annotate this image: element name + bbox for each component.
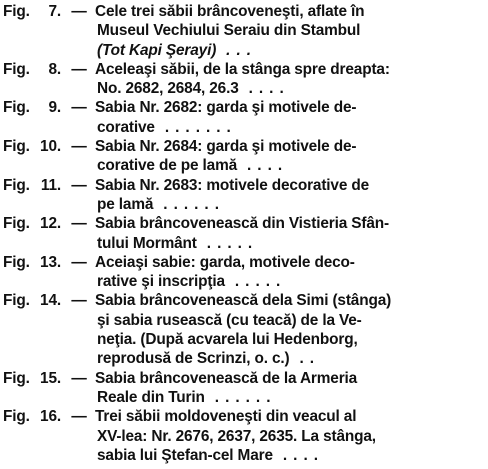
caption-text: Aceiaşi sabie: garda, motivele deco- (95, 253, 355, 271)
figure-caption (95, 291, 482, 368)
leader-dots (239, 80, 290, 97)
leader-dots (216, 42, 257, 59)
caption-line (95, 311, 482, 330)
figure-caption (95, 60, 482, 99)
leader-dot: . (234, 273, 246, 291)
figure-label: Fig. (3, 369, 30, 387)
leader-dot: . (175, 118, 186, 136)
caption-line (95, 60, 482, 79)
figure-num: 16. (40, 408, 61, 426)
em-dash: — (71, 215, 87, 233)
caption-line (95, 195, 482, 214)
leader-dot: . (246, 41, 258, 59)
figure-number (3, 253, 63, 272)
leader-dot: . (282, 446, 294, 464)
figure-entry (3, 2, 482, 60)
caption-text: XV-lea: Nr. 2676, 2637, 2635. La stânga, (97, 427, 376, 445)
caption-line (95, 176, 482, 195)
figure-number (3, 2, 63, 21)
caption-text: corative (97, 118, 155, 136)
figure-num: 7. (48, 3, 61, 20)
leader-dot: . (313, 446, 324, 464)
leader-dot: . (163, 195, 174, 213)
caption-line (95, 2, 482, 21)
figure-num: 11. (40, 176, 61, 194)
caption-line (95, 349, 482, 368)
figure-number (3, 407, 63, 426)
caption-text: (Tot Kapi Şerayi) (97, 41, 217, 59)
caption-text: Reale din Turin (97, 388, 205, 406)
leader-dots (153, 196, 225, 213)
leader-dot: . (194, 195, 205, 213)
figure-number (3, 214, 63, 233)
figure-caption (95, 407, 482, 465)
leader-dot: . (245, 273, 256, 291)
figure-caption (95, 176, 482, 215)
leader-dot: . (214, 388, 226, 406)
leader-dot: . (257, 157, 268, 175)
figure-label: Fig. (3, 176, 30, 194)
figure-entry (3, 407, 482, 465)
figure-caption (95, 2, 482, 60)
caption-text: tului Mormânt (97, 234, 197, 252)
caption-text: Aceleaşi săbii, de la stânga spre dreapta: (95, 60, 390, 78)
leader-dot: . (269, 80, 280, 98)
caption-text: Sabia Nr. 2682: garda şi motivele de- (95, 99, 357, 117)
caption-line (95, 330, 482, 349)
leader-dots (225, 273, 286, 290)
caption-line (95, 79, 482, 98)
em-dash: — (71, 253, 87, 271)
leader-dot: . (235, 388, 246, 406)
leader-dot: . (247, 234, 259, 252)
leader-dot: . (255, 388, 267, 406)
figure-number (3, 369, 63, 388)
leader-dot: . (248, 80, 259, 98)
leader-dot: . (226, 118, 237, 136)
caption-text: Trei săbii moldoveneşti din veacul al (95, 408, 357, 426)
figure-entry (3, 369, 482, 408)
leader-dot: . (265, 273, 277, 291)
leader-dot: . (205, 118, 217, 136)
figure-label: Fig. (3, 215, 30, 233)
caption-text: Museul Vechiului Seraiu din Stambul (97, 22, 361, 40)
caption-line (95, 98, 482, 117)
figure-label: Fig. (3, 408, 30, 426)
caption-text: Sabia Nr. 2683: motivele decorative de (95, 176, 370, 194)
figure-label: Fig. (3, 60, 30, 78)
leader-dot: . (214, 195, 225, 213)
leader-dots (273, 447, 324, 464)
leader-dot: . (217, 234, 228, 252)
caption-line (95, 214, 482, 233)
leader-dot: . (309, 350, 321, 368)
em-dash: — (71, 60, 87, 78)
figure-num: 12. (40, 215, 61, 233)
em-dash: — (71, 138, 87, 156)
leader-dot: . (276, 273, 287, 291)
figure-label: Fig. (3, 292, 30, 310)
leader-dot: . (195, 118, 206, 136)
caption-text: No. 2682, 2684, 26.3 (97, 80, 239, 98)
figure-num: 15. (40, 369, 61, 387)
leader-dot: . (293, 446, 304, 464)
leader-dot: . (267, 157, 278, 175)
caption-line (95, 407, 482, 426)
figure-num: 9. (48, 99, 61, 117)
caption-line (95, 253, 482, 272)
leader-dots (197, 235, 258, 252)
figure-number (3, 137, 63, 156)
leader-dots (155, 119, 237, 136)
figure-entry (3, 98, 482, 137)
leader-dot: . (183, 195, 195, 213)
leader-dot: . (206, 234, 218, 252)
caption-line (95, 137, 482, 156)
figure-number (3, 176, 63, 195)
figure-caption (95, 214, 482, 253)
caption-line (95, 234, 482, 253)
caption-text: sabia lui Ştefan-cel Mare (97, 446, 273, 464)
figure-entry (3, 291, 482, 368)
caption-text: Cele trei săbii brâncoveneşti, aflate în (95, 3, 365, 20)
leader-dots (237, 157, 288, 174)
caption-text: reprodusă de Scrinzi, o. c.) (97, 350, 290, 368)
leader-dots (205, 389, 277, 406)
leader-dot: . (185, 118, 196, 136)
caption-line (95, 388, 482, 407)
caption-text: şi sabia rusească (cu teacă) de la Ve- (97, 311, 362, 329)
caption-line (95, 369, 482, 388)
caption-line (95, 291, 482, 310)
leader-dot: . (279, 80, 290, 98)
caption-line (95, 427, 482, 446)
leader-dot: . (266, 388, 277, 406)
caption-text: corative de pe lamă (97, 157, 238, 175)
figure-label: Fig. (3, 138, 30, 156)
leader-dot: . (204, 195, 215, 213)
caption-text: Sabia brâncovenească dela Simi (stânga) (95, 292, 392, 310)
leader-dot: . (226, 41, 237, 59)
leader-dot: . (236, 41, 247, 59)
caption-line (95, 118, 482, 137)
figure-caption (95, 98, 482, 137)
figure-num: 14. (40, 292, 61, 310)
em-dash: — (71, 3, 87, 20)
leader-dot: . (245, 388, 256, 406)
leader-dot: . (299, 350, 310, 368)
caption-text: Sabia brâncovenească de la Armeria (95, 369, 358, 387)
leader-dot: . (227, 234, 238, 252)
leader-dot: . (237, 234, 248, 252)
figure-entry (3, 214, 482, 253)
figure-number (3, 98, 63, 117)
em-dash: — (71, 408, 87, 426)
em-dash: — (71, 176, 87, 194)
figure-label: Fig. (3, 3, 30, 20)
figure-entry (3, 176, 482, 215)
figure-caption (95, 137, 482, 176)
figure-caption (95, 369, 482, 408)
leader-dot: . (216, 118, 227, 136)
leader-dots (290, 350, 321, 367)
figure-entry (3, 60, 482, 99)
em-dash: — (71, 369, 87, 387)
leader-dot: . (247, 157, 258, 175)
figure-entry (3, 137, 482, 176)
leader-dot: . (303, 446, 314, 464)
caption-line (95, 156, 482, 175)
caption-line (95, 21, 482, 40)
leader-dot: . (225, 388, 236, 406)
figure-num: 10. (40, 138, 61, 156)
caption-text: pe lamă (97, 195, 154, 213)
figure-entry (3, 253, 482, 292)
figure-label: Fig. (3, 253, 30, 271)
leader-dot: . (277, 157, 289, 175)
figure-number (3, 60, 63, 79)
figure-num: 13. (40, 253, 61, 271)
leader-dot: . (164, 118, 176, 136)
figure-caption (95, 253, 482, 292)
caption-text: neţia. (După acvarela lui Hedenborg, (97, 331, 358, 349)
leader-dot: . (255, 273, 266, 291)
figure-num: 8. (48, 60, 61, 78)
figure-label: Fig. (3, 99, 30, 117)
leader-dot: . (173, 195, 184, 213)
caption-line (95, 446, 482, 465)
caption-text: rative şi inscripţia (97, 273, 225, 291)
caption-text: Sabia brâncovenească din Vistieria Sfân- (95, 215, 389, 233)
caption-text: Sabia Nr. 2684: garda şi motivele de- (95, 138, 357, 156)
em-dash: — (71, 292, 87, 310)
figure-number (3, 291, 63, 310)
em-dash: — (71, 99, 87, 117)
caption-line (95, 272, 482, 291)
leader-dot: . (258, 80, 270, 98)
caption-line (95, 41, 482, 60)
